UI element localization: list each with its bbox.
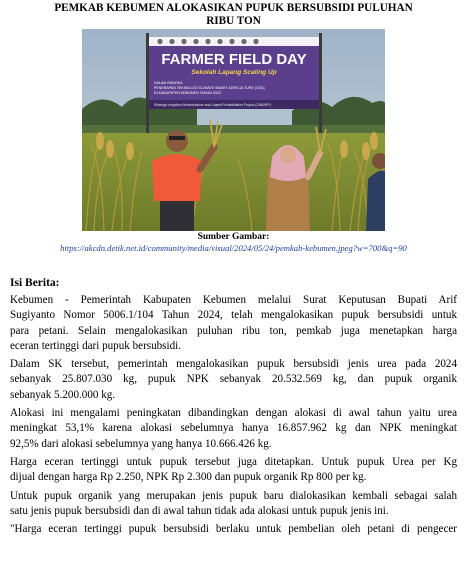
paragraph-3	[10, 406, 457, 452]
farmer-field-day-photo	[82, 29, 385, 231]
section-heading: Isi Berita:	[10, 277, 60, 289]
text-line: Dalam SK tersebut, pemerintah mengalokasikan pupuk bersubsidi jenis urea pada 2024	[10, 358, 457, 371]
text-line: "Harga eceran tertinggi pupuk bersubsidi berlaku untuk pembelian oleh petani di pengecer	[10, 523, 457, 536]
banner-line-2: PENERAPAN TEKNOLOGI CLIMATE SMART AGRICULTURE (CSA)	[154, 86, 265, 90]
banner-line-3: DI KABUPATEN KEBUMEN TAHUN 2023	[154, 91, 221, 95]
article-title	[20, 2, 447, 28]
banner-footer: Strategic Irrigation Modernization and Urgent Rehabilitation Project (SIMURP)	[154, 103, 271, 107]
text-line: Alokasi ini mengalami peningkatan dibandingkan dengan alokasi di awal tahun yaitu urea	[10, 407, 457, 420]
paragraph-2	[10, 357, 457, 403]
text-line: 92,5% dari alokasi sebelumnya yang hanya 10.666.426 kg.	[10, 437, 272, 450]
banner-subtitle: Sekolah Lapang Scaling Up	[191, 69, 277, 76]
article-title-line-2: RIBU TON	[206, 15, 261, 27]
text-line: sebanyak 5.200.000 kg.	[10, 388, 116, 401]
article-body	[10, 293, 457, 540]
text-line: eceran tertinggi dari pupuk bersubsidi.	[10, 339, 181, 352]
paragraph-1	[10, 293, 457, 354]
text-line: Kebumen - Pemerintah Kabupaten Kebumen melalui Surat Keputusan Bupati Arif	[10, 294, 457, 306]
text-line: meningkat 53,1% karena alokasi sebelumnya hanya 16.857.962 kg dan NPK meningkat	[10, 422, 457, 435]
text-line: para petani. Selain mengalokasikan puluhan ribu ton, pemkab juga menetapkan harga	[10, 324, 457, 337]
image-source-label: Sumber Gambar:	[197, 232, 270, 242]
text-line: satu jenis pupuk bersubsidi dan di awal tahun tidak ada alokasi untuk pupuk jenis ini.	[10, 504, 389, 517]
paragraph-6	[10, 522, 457, 537]
banner-title: FARMER FIELD DAY	[161, 51, 307, 68]
text-line: dijual dengan harga Rp 2.250, NPK Rp 2.300 dan pupuk organik Rp 800 per kg.	[10, 471, 367, 484]
paragraph-4	[10, 455, 457, 486]
paragraph-5	[10, 489, 457, 520]
text-line: sebanyak 25.807.030 kg, pupuk NPK sebanyak 20.532.569 kg, dan pupuk organik	[10, 373, 457, 386]
text-line: Harga eceran tertinggi untuk pupuk tersebut juga ditetapkan. Untuk pupuk Urea per Kg	[10, 455, 457, 468]
image-source-url[interactable]: https://akcdn.detik.net.id/community/media/visual/2024/05/24/pemkab-kebumen.jpeg?w=700&q=90	[60, 243, 407, 253]
banner-line-1: DALAM RANGKA	[154, 81, 183, 85]
text-line: Untuk pupuk organik yang merupakan jenis pupuk baru dialokasikan kembali sebagai salah	[10, 489, 457, 502]
text-line: Sugiyanto Nomor 5006.1/104 Tahun 2024, telah mengalokasikan pupuk bersubsidi untuk	[10, 309, 457, 322]
article-photo	[82, 29, 385, 231]
article-title-line-1: PEMKAB KEBUMEN ALOKASIKAN PUPUK BERSUBSIDI PULUHAN	[54, 2, 413, 14]
